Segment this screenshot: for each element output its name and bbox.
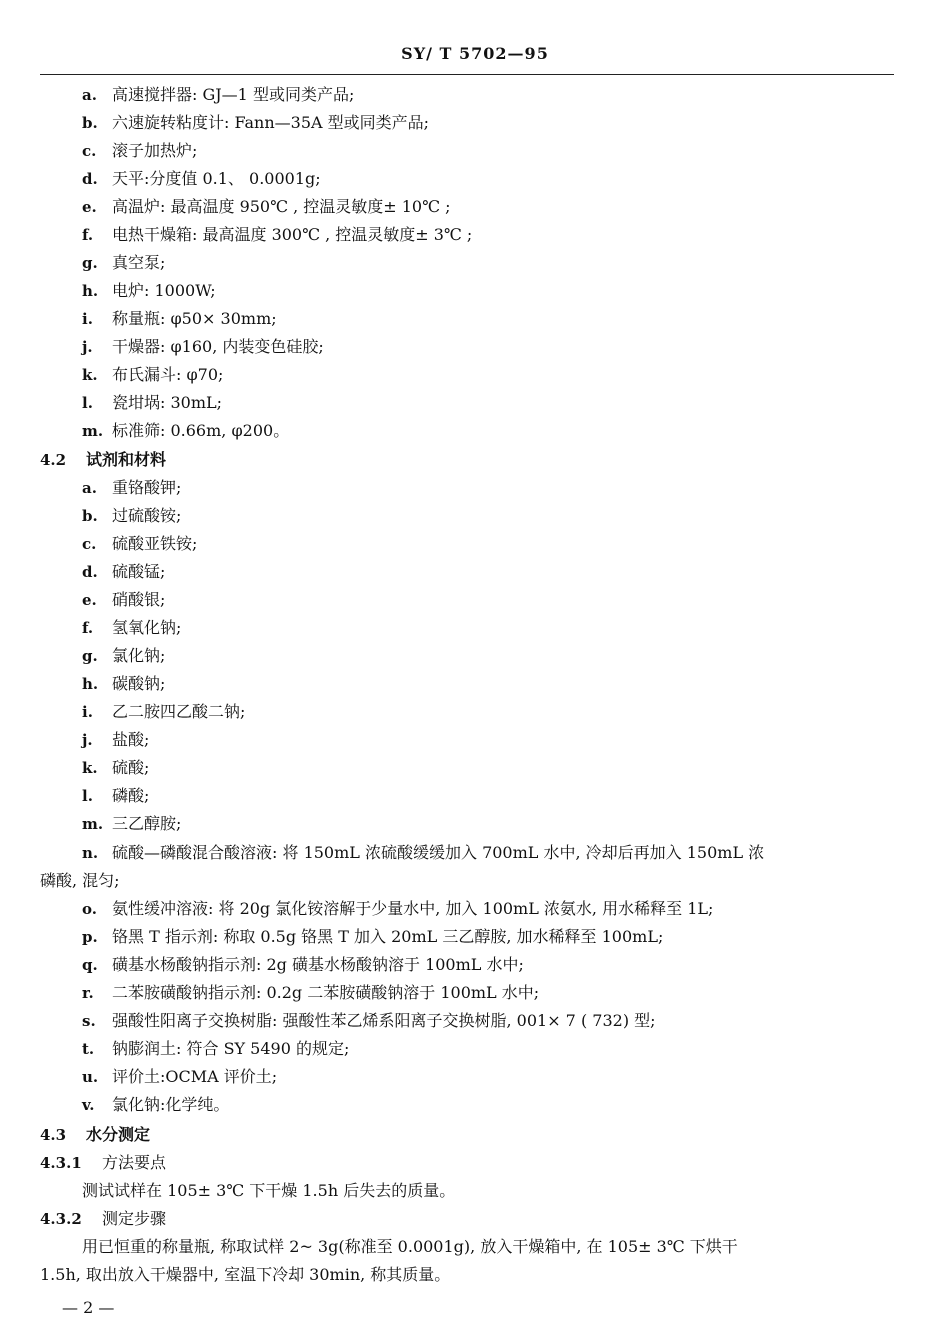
item-label: e. [82, 591, 97, 609]
item-label: e. [82, 198, 97, 216]
item-text: 氨性缓冲溶液: 将 20g 氯化铵溶解于少量水中, 加入 100mL 浓氨水, 用水稀释至 1L; [112, 899, 714, 918]
item-text: 硫酸; [112, 758, 150, 777]
subsection-number: 4.3.2 [40, 1210, 82, 1228]
item-text: 硫酸锰; [112, 562, 166, 581]
item-text: 铬黑 T 指示剂: 称取 0.5g 铬黑 T 加入 20mL 三乙醇胺, 加水稀释至 100mL; [112, 927, 664, 946]
item-text: 钠膨润土: 符合 SY 5490 的规定; [112, 1039, 350, 1058]
item-text: 干燥器: φ160, 内装变色硅胶; [112, 337, 324, 356]
item-text: 过硫酸铵; [112, 506, 182, 525]
section-title: 试剂和材料 [86, 450, 167, 469]
item-label: h. [82, 675, 99, 693]
subsection-number: 4.3.1 [40, 1154, 82, 1172]
item-label: i. [82, 703, 93, 721]
item-text: 氯化钠:化学纯。 [112, 1095, 230, 1114]
item-label: l. [82, 394, 93, 412]
subsection-title: 方法要点 [102, 1153, 167, 1172]
item-text: 高速搅拌器: GJ—1 型或同类产品; [112, 85, 355, 104]
item-label: b. [82, 114, 98, 132]
item-text-continued: 磷酸, 混匀; [40, 871, 120, 890]
item-text: 二苯胺磺酸钠指示剂: 0.2g 二苯胺磺酸钠溶于 100mL 水中; [112, 983, 540, 1002]
section-4-3-1-body: 测试试样在 105± 3℃ 下干燥 1.5h 后失去的质量。 [82, 1181, 456, 1200]
item-label: s. [82, 1012, 96, 1030]
item-label: g. [82, 254, 98, 272]
item-text: 电炉: 1000W; [112, 281, 216, 300]
item-label: k. [82, 366, 98, 384]
item-label: r. [82, 984, 94, 1002]
section-title: 水分测定 [86, 1125, 151, 1144]
item-text: 电热干燥箱: 最高温度 300℃ , 控温灵敏度± 3℃ ; [112, 225, 473, 244]
item-label: m. [82, 422, 104, 440]
item-text: 氢氧化钠; [112, 618, 182, 637]
item-text: 重铬酸钾; [112, 478, 182, 497]
item-label: a. [82, 479, 97, 497]
item-label: k. [82, 759, 98, 777]
item-text: 碳酸钠; [112, 674, 166, 693]
item-label: o. [82, 900, 97, 918]
item-label: c. [82, 535, 97, 553]
page-header: SY/ T 5702—95 [401, 44, 549, 63]
item-text: 称量瓶: φ50× 30mm; [112, 309, 277, 328]
section-4-3-2-body-line2: 1.5h, 取出放入干燥器中, 室温下冷却 30min, 称其质量。 [40, 1265, 451, 1284]
item-label: f. [82, 619, 94, 637]
item-label: j. [82, 338, 93, 356]
item-text: 硝酸银; [112, 590, 166, 609]
item-label: b. [82, 507, 98, 525]
subsection-title: 测定步骤 [102, 1209, 167, 1228]
item-label: i. [82, 310, 93, 328]
item-label: d. [82, 563, 98, 581]
item-label: j. [82, 731, 93, 749]
item-label: m. [82, 815, 104, 833]
item-text: 硫酸—磷酸混合酸溶液: 将 150mL 浓硫酸缓缓加入 700mL 水中, 冷却后再加入 150mL 浓 [112, 843, 765, 862]
item-text: 盐酸; [112, 730, 150, 749]
item-label: n. [82, 844, 99, 862]
item-label: l. [82, 787, 93, 805]
item-label: t. [82, 1040, 95, 1058]
section-number: 4.2 [40, 451, 67, 469]
item-text: 六速旋转粘度计: Fann—35A 型或同类产品; [112, 113, 430, 132]
item-text: 天平:分度值 0.1、 0.0001g; [112, 169, 321, 188]
item-label: a. [82, 86, 97, 104]
item-text: 乙二胺四乙酸二钠; [112, 702, 246, 721]
item-text: 布氏漏斗: φ70; [112, 365, 224, 384]
item-text: 磷酸; [112, 786, 150, 805]
item-text: 硫酸亚铁铵; [112, 534, 198, 553]
section-4-3-2-body-line1: 用已恒重的称量瓶, 称取试样 2~ 3g(称准至 0.0001g), 放入干燥箱中, 在 105± 3℃ 下烘干 [82, 1237, 738, 1256]
item-label: c. [82, 142, 97, 160]
item-text: 三乙醇胺; [112, 814, 182, 833]
item-text: 标准筛: 0.66m, φ200。 [112, 421, 290, 440]
item-text: 强酸性阳离子交换树脂: 强酸性苯乙烯系阳离子交换树脂, 001× 7 ( 732) 型; [112, 1011, 656, 1030]
item-label: v. [82, 1096, 95, 1114]
item-text: 瓷坩埚: 30mL; [112, 393, 223, 412]
item-label: h. [82, 282, 99, 300]
item-label: u. [82, 1068, 99, 1086]
item-text: 高温炉: 最高温度 950℃ , 控温灵敏度± 10℃ ; [112, 197, 451, 216]
header-rule [40, 74, 894, 75]
item-label: q. [82, 956, 98, 974]
item-text: 滚子加热炉; [112, 141, 198, 160]
item-label: g. [82, 647, 98, 665]
item-text: 氯化钠; [112, 646, 166, 665]
item-label: d. [82, 170, 98, 188]
item-text: 评价土:OCMA 评价土; [112, 1067, 278, 1086]
item-text: 真空泵; [112, 253, 166, 272]
page-number: — 2 — [62, 1298, 115, 1317]
section-number: 4.3 [40, 1126, 67, 1144]
item-text: 磺基水杨酸钠指示剂: 2g 磺基水杨酸钠溶于 100mL 水中; [112, 955, 524, 974]
item-label: p. [82, 928, 98, 946]
item-label: f. [82, 226, 94, 244]
